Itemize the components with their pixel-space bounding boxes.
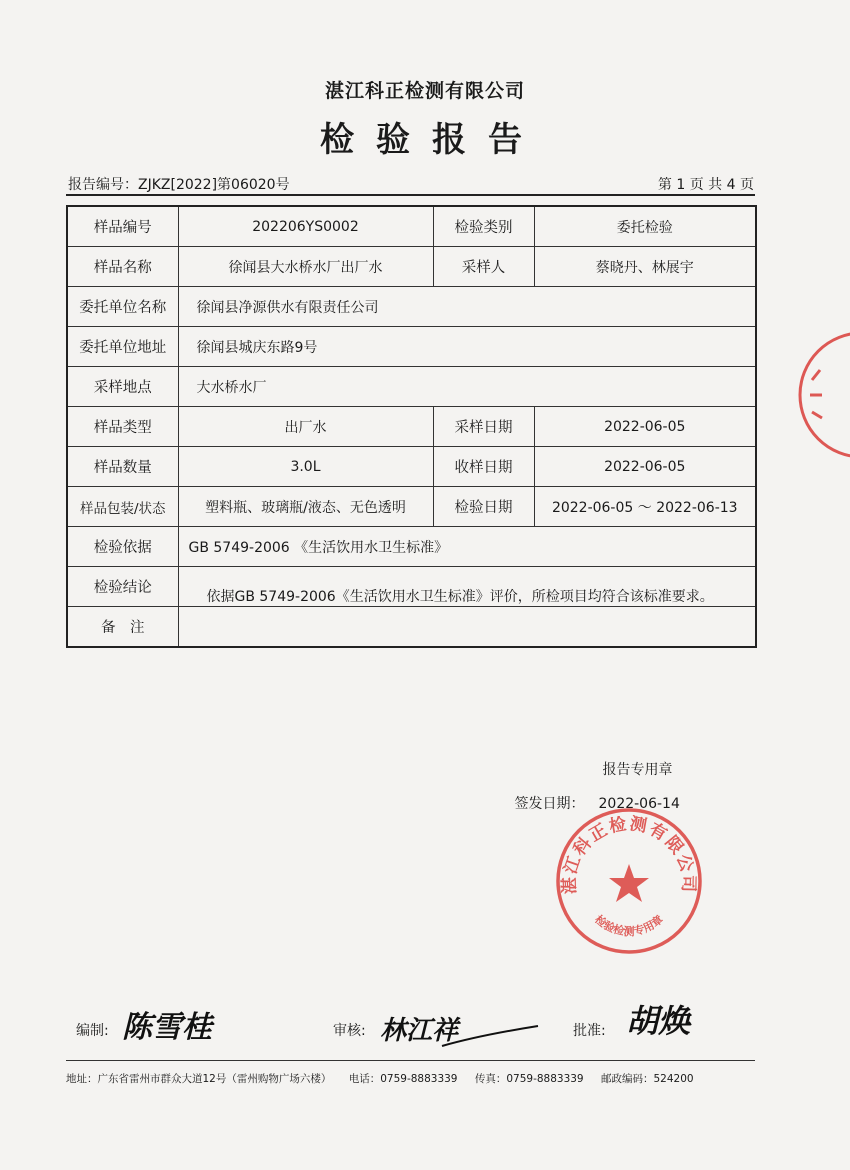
- table-row: [67, 206, 756, 247]
- company-stamp-icon: [554, 806, 704, 956]
- client-name-label: 委托单位名称: [67, 287, 178, 327]
- test-date-label: 检验日期: [433, 487, 534, 527]
- stamp-text: 湛江科正检测有限公司: [559, 814, 699, 895]
- table-row: [67, 367, 756, 407]
- stamp-subtext: 检验检测专用章: [592, 912, 666, 939]
- sample-type-label: 样品类型: [67, 407, 178, 447]
- sample-qty-value: 3.0L: [178, 447, 433, 487]
- header-rule: [66, 194, 755, 196]
- sampling-date-value: 2022-06-05: [534, 407, 756, 447]
- stamp-star-icon: [609, 864, 649, 902]
- footer: [66, 1071, 708, 1086]
- seal-label: 报告专用章: [602, 762, 673, 778]
- page-info: 第 1 页 共 4 页: [657, 177, 754, 193]
- table-row: [67, 327, 756, 367]
- sampling-site-value: 大水桥水厂: [178, 367, 756, 407]
- client-name-value: 徐闻县净源供水有限责任公司: [178, 287, 756, 327]
- sampling-date-label: 采样日期: [433, 407, 534, 447]
- sample-name-value: 徐闻县大水桥水厂出厂水: [178, 247, 433, 287]
- footer-address: 地址：广东省雷州市群众大道12号（雷州购物广场六楼）: [66, 1073, 332, 1085]
- remarks-value: [178, 607, 756, 648]
- test-type-value: 委托检验: [534, 206, 756, 247]
- test-type-label: 检验类别: [433, 206, 534, 247]
- compiled-by-signature: 陈雪桂: [122, 1010, 212, 1045]
- sample-no-value: 202206YS0002: [178, 206, 433, 247]
- reviewed-by-signature: 林江祥: [380, 1016, 459, 1046]
- packaging-label: 样品包装/状态: [67, 487, 178, 527]
- reviewed-signature-stroke: [440, 1018, 540, 1052]
- packaging-value: 塑料瓶、玻璃瓶/液态、无色透明: [178, 487, 433, 527]
- remarks-label: 备 注: [67, 607, 178, 648]
- edge-stamp-icon: [790, 320, 850, 470]
- receipt-date-label: 收样日期: [433, 447, 534, 487]
- table-row: [67, 407, 756, 447]
- test-date-value: 2022-06-05 ～ 2022-06-13: [534, 487, 756, 527]
- footer-fax: 传真：0759-8883339: [474, 1073, 584, 1085]
- sampling-site-label: 采样地点: [67, 367, 178, 407]
- sampler-label: 采样人: [433, 247, 534, 287]
- table-row: [67, 567, 756, 607]
- table-row: [67, 247, 756, 287]
- footer-postcode: 邮政编码：524200: [600, 1073, 694, 1085]
- report-table: [66, 205, 757, 812]
- report-number: [68, 174, 290, 194]
- client-address-value: 徐闻县城庆东路9号: [178, 327, 756, 367]
- issue-date-label: 签发日期：: [514, 796, 585, 812]
- conclusion-cell: [178, 567, 756, 812]
- compiled-by-label: 编制:: [76, 1023, 109, 1039]
- approved-by-label: 批准:: [573, 1023, 606, 1039]
- sample-no-label: 样品编号: [67, 206, 178, 247]
- basis-label: 检验依据: [67, 527, 178, 567]
- issue-date-value: 2022-06-14: [598, 796, 680, 812]
- approved-by-signature: 胡焕: [626, 1002, 691, 1040]
- client-address-label: 委托单位地址: [67, 327, 178, 367]
- table-row: [67, 527, 756, 567]
- sample-name-label: 样品名称: [67, 247, 178, 287]
- company-name: 湛江科正检测有限公司: [324, 80, 525, 102]
- table-row: [67, 447, 756, 487]
- basis-value: GB 5749-2006 《生活饮用水卫生标准》: [178, 527, 756, 567]
- report-number-value: ZJKZ[2022]第06020号: [138, 177, 290, 193]
- table-row: [67, 607, 756, 648]
- sample-type-value: 出厂水: [178, 407, 433, 447]
- footer-rule: [66, 1060, 755, 1061]
- table-row: [67, 487, 756, 527]
- table-row: [67, 287, 756, 327]
- sampler-value: 蔡晓丹、林展宇: [534, 247, 756, 287]
- sample-qty-label: 样品数量: [67, 447, 178, 487]
- document-title: 检验报告: [320, 120, 544, 160]
- receipt-date-value: 2022-06-05: [534, 447, 756, 487]
- report-number-label: 报告编号：: [68, 177, 138, 193]
- conclusion-label: 检验结论: [67, 567, 178, 607]
- reviewed-by-label: 审核:: [333, 1023, 366, 1039]
- conclusion-text: 依据GB 5749-2006《生活饮用水卫生标准》评价，所检项目均符合该标准要求。: [206, 589, 714, 605]
- footer-phone: 电话：0759-8883339: [348, 1073, 458, 1085]
